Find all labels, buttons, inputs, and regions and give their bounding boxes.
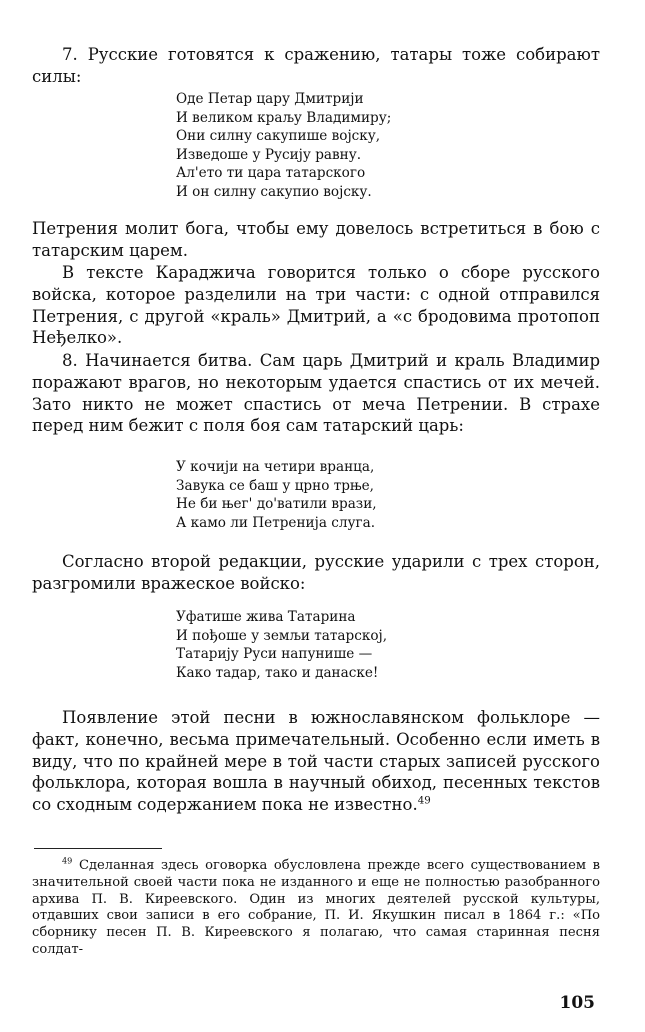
verse-line: У кочији на четири вранца, (176, 459, 375, 475)
footnote-divider (34, 848, 162, 849)
verse-block-1 (176, 90, 476, 202)
verse-line: Оде Петар цару Дмитрији (176, 91, 364, 107)
footnote-text: Сделанная здесь оговорка обусловлена прежде всего существованием в значительной своей части пока не изданного и еще не полностью разобранного архива П. В. Киреевского. Один из многих деятелей русской культуры, отдавших свои записи в его собрание, П. И. Якушкин писал в 1864 г.: «По сборнику песен П. В. Киреевского я полагаю, что самая старинная песня солдат- (32, 858, 600, 957)
verse-line: Завука се баш у црно трње, (176, 477, 374, 494)
paragraph-appearance-text: Появление этой песни в южнославянском фольклоре — факт, конечно, весьма примечательный. Особенно если иметь в виду, что по крайней мере в той части старых записей русского фольклора, которая вошла в научный обиход, песенных текстов со сходным содержанием пока не известно. (32, 708, 600, 815)
verse-line: Татарију Руси напунише — (176, 646, 373, 663)
verse-line: Како тадар, тако и данаске! (176, 664, 379, 681)
footnote-49 (32, 855, 600, 959)
verse-line: Не би њег' до'ватили врази, (176, 496, 377, 513)
paragraph-7-intro-text: 7. Русские готовятся к сражению, татары тоже собирают силы: (32, 45, 600, 86)
footnote-number: 49 (62, 855, 73, 866)
verse-line: Они силну сакупише војску, (176, 128, 381, 145)
verse-line: Изведоше у Русију равну. (176, 146, 362, 163)
paragraph-7-intro (32, 44, 600, 88)
paragraph-karadzic-text: В тексте Караджича говорится только о сборе русского войска, которое разделили на три части: с одной отправился Петрения, с другой «краль» Дмитрий, а «с бродовима протопоп Неђелко». (32, 263, 600, 348)
paragraph-second-redaction-text: Согласно второй редакции, русские ударили с трех сторон, разгромили вражеское войско: (32, 552, 600, 593)
paragraph-appearance (32, 707, 600, 816)
paragraph-second-redaction (32, 551, 600, 595)
page-number: 105 (559, 993, 595, 1013)
verse-line: А камо ли Петренија слуга. (176, 514, 376, 531)
paragraph-petrenia-prayer (32, 218, 600, 262)
verse-block-2 (176, 458, 476, 532)
paragraph-petrenia-prayer-text: Петрения молит бога, чтобы ему довелось встретиться в бою с татарским царем. (32, 219, 600, 260)
verse-line: И он силну сакупио војску. (176, 183, 372, 200)
paragraph-8-battle-text: 8. Начинается битва. Сам царь Дмитрий и краль Владимир поражают врагов, но некоторым удается спастись от их мечей. Зато никто не может спастись от меча Петрении. В страхе перед ним бежит с поля боя сам татарский царь: (32, 351, 600, 436)
footnote-reference[interactable]: 49 (417, 795, 431, 807)
verse-block-3 (176, 608, 476, 682)
verse-line: Ал'ето ти цара татарского (176, 165, 366, 182)
verse-line: И великом краљу Владимиру; (176, 109, 392, 126)
verse-line: И пођоше у земљи татарској, (176, 627, 388, 644)
paragraph-8-battle (32, 350, 600, 437)
verse-line: Уфатише жива Татарина (176, 609, 356, 625)
paragraph-karadzic (32, 262, 600, 349)
